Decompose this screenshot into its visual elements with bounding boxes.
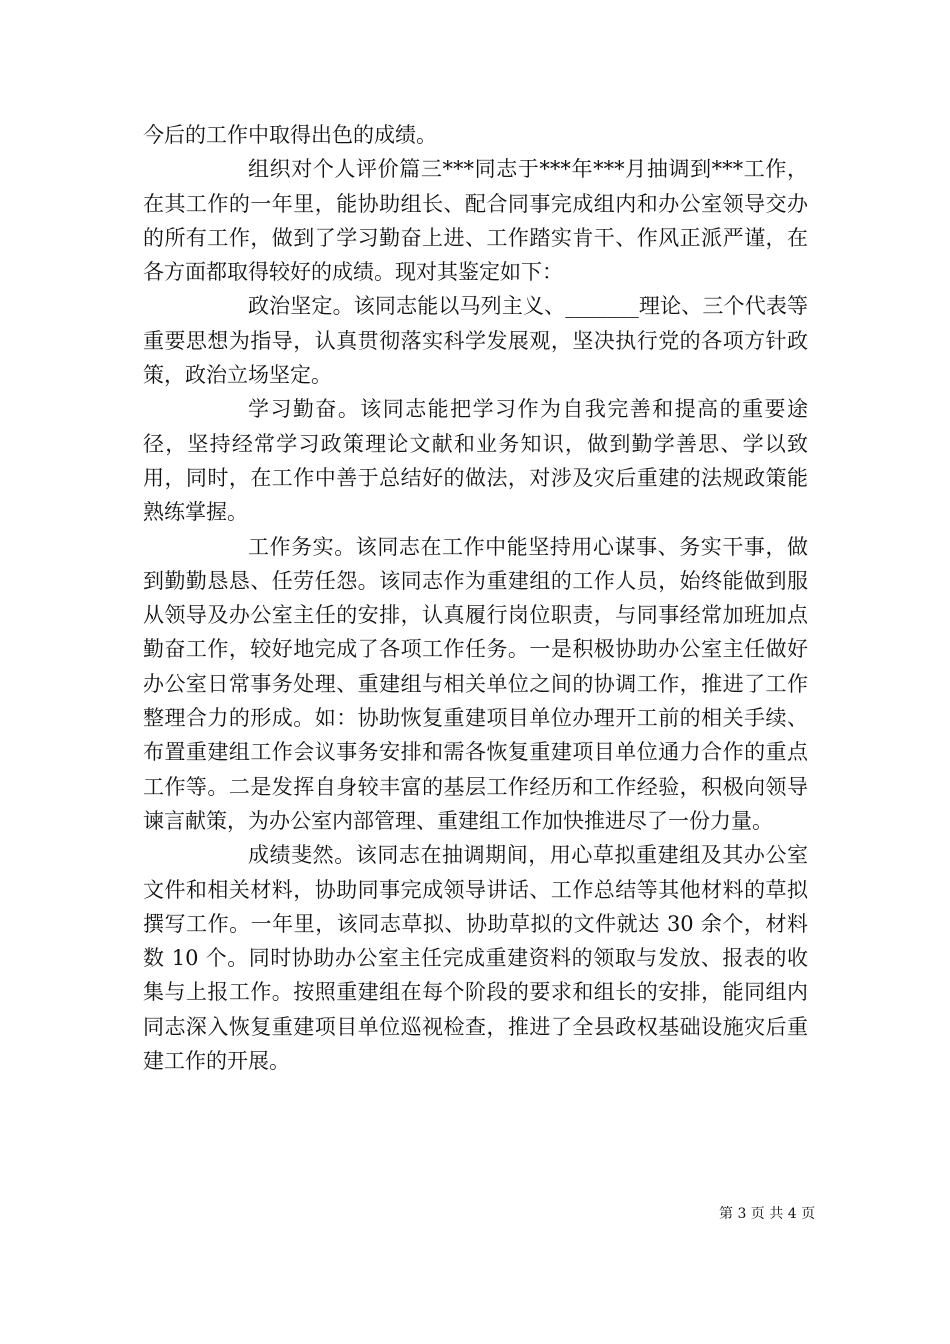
paragraph-study: 学习勤奋。该同志能把学习作为自我完善和提高的重要途径，坚持经常学习政策理论文献和业务知识，做到勤学善思、学以致用，同时，在工作中善于总结好的做法，对涉及灾后重建的法规政策能熟练掌握。 [143, 397, 808, 525]
page-number: 第 3 页 共 4 页 [719, 1206, 816, 1222]
paragraph-achievement: 成绩斐然。该同志在抽调期间，用心草拟重建组及其办公室文件和相关材料，协助同事完成领导讲话、工作总结等其他材料的草拟撰写工作。一年里，该同志草拟、协助草拟的文件就达 30 余个，材料数 10 个。同时协助办公室主任完成重建资料的领取与发放、报表的收集与上报工作。按照重建组在每个阶段的要求和组长的安排，能同组内同志深入恢复重建项目单位巡视检查，推进了全县政权基础设施灾后重建工作的开展。 [143, 843, 808, 1074]
paragraph-work: 工作务实。该同志在工作中能坚持用心谋事、务实干事，做到勤勤恳恳、任劳任怨。该同志作为重建组的工作人员，始终能做到服从领导及办公室主任的安排，认真履行岗位职责，与同事经常加班加点勤奋工作，较好地完成了各项工作任务。一是积极协助办公室主任做好办公室日常事务处理、重建组与相关单位之间的协调工作，推进了工作整理合力的形成。如：协助恢复重建项目单位办理开工前的相关手续、布置重建组工作会议事务安排和需各恢复重建项目单位通力合作的重点工作等。二是发挥自身较丰富的基层工作经历和工作经验，积极向领导谏言献策，为办公室内部管理、重建组工作加快推进尽了一份力量。 [143, 534, 808, 833]
paragraph-intro: 组织对个人评价篇三***同志于***年***月抽调到***工作，在其工作的一年里，能协助组长、配合同事完成组内和办公室领导交办的所有工作，做到了学习勤奋上进、工作踏实肯干、作风正派严谨，在各方面都取得较好的成绩。现对其鉴定如下： [143, 157, 808, 285]
paragraph-political: 政治坚定。该同志能以马列主义、_______理论、三个代表等重要思想为指导，认真贯彻落实科学发展观，坚决执行党的各项方针政策，政治立场坚定。 [143, 294, 808, 388]
document-body [143, 118, 808, 1078]
paragraph-continuation: 今后的工作中取得出色的成绩。 [143, 123, 437, 147]
